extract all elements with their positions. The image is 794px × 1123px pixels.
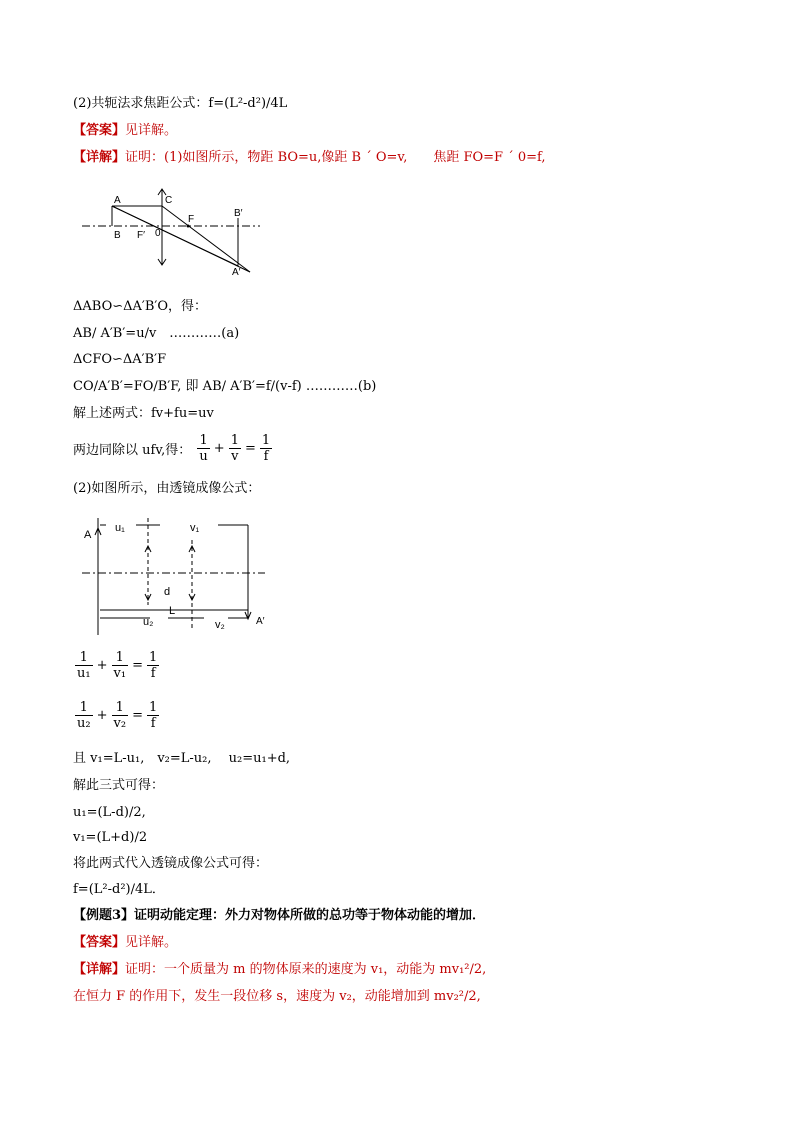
answer-text: 见详解。 [125, 123, 178, 138]
label-O: 0 [155, 228, 161, 239]
label-d: d [164, 586, 171, 598]
detail2-line-2: 在恒力 F 的作用下，发生一段位移 s，速度为 v₂，动能增加到 mv₂²/2, [73, 989, 481, 1004]
lens-equation-2: $\frac{1}{\text{u₂}}$ + $\frac{1}{\text{v₂}}$ = $\frac{1}{f}$ [77, 700, 158, 731]
label-A2: A [84, 529, 92, 541]
label-B-prime: B′ [234, 208, 243, 219]
similar-triangles-1: ΔABO∽ΔA′B′O，得： [73, 299, 208, 314]
fraction-1-over-u: $\frac{1}{u}$ [199, 433, 208, 464]
label-C: C [165, 195, 173, 206]
label-u2: u₂ [143, 616, 154, 628]
lens-diagram-2 [80, 510, 280, 638]
equation-b: CO/A′B′=FO/B′F, 即 AB/ A′B′=f/(v-f) …………(b) [73, 379, 377, 394]
example3-line [73, 907, 485, 925]
relations-line: 且 v₁=L-u₁, v₂=L-u₂, u₂=u₁+d, [73, 751, 291, 766]
example3-tag: 【例题3】 [73, 908, 135, 923]
fraction-1-over-f: $\frac{1}{f}$ [261, 433, 271, 464]
example3-text: 证明动能定理：外力对物体所做的总功等于物体动能的增加． [134, 908, 486, 923]
equation-a: AB/ A′B′=u/v …………(a) [73, 326, 240, 341]
label-A-prime: A′ [232, 267, 241, 278]
label-v2: v₂ [215, 619, 225, 631]
label-F-prime: F′ [137, 230, 145, 241]
label-u1: u₁ [115, 522, 125, 534]
similar-triangles-2: ΔCFO∽ΔA′B′F [73, 352, 167, 367]
answer-tag: 【答案】 [73, 123, 126, 138]
label-B: B [114, 230, 121, 241]
solve3-line: 解此三式可得： [73, 778, 165, 793]
divide-text: 两边同除以 ufv,得： [73, 443, 192, 458]
part2-line: (2)如图所示，由透镜成像公式： [73, 481, 261, 496]
final-result: f=(L²-d²)/4L． [73, 882, 165, 897]
label-v1: v₁ [190, 522, 200, 534]
fraction-1-over-v: $\frac{1}{v}$ [230, 433, 239, 464]
u1-result: u₁=(L-d)/2, [73, 805, 146, 820]
label-A: A [114, 195, 121, 206]
line-formula-title: (2)共轭法求焦距公式：f=(L²-d²)/4L [73, 96, 288, 111]
divide-line: 两边同除以 ufv,得： $\frac{1}{u}$ + $\frac{1}{v}$ = $\frac{1}{f}$ [73, 433, 271, 464]
proof-text: 证明：(1)如图所示，物距 BO=u,像距 B ´ O=v, 焦距 FO=F ´ 0=f, [125, 150, 546, 165]
label-F: F [188, 214, 195, 225]
v1-result: v₁=(L+d)/2 [73, 830, 148, 845]
label-A-prime-2: A′ [256, 616, 265, 627]
detail2-line: 【详解】证明：一个质量为 m 的物体原来的速度为 v₁，动能为 mv₁²/2, [73, 962, 487, 977]
substitute-line: 将此两式代入透镜成像公式可得： [73, 856, 269, 871]
lens-diagram-1 [80, 186, 270, 278]
detail-line [73, 149, 545, 167]
label-L: L [169, 605, 176, 617]
answer2-line: 【答案】见详解。 [73, 935, 178, 950]
detail-tag: 【详解】 [73, 150, 126, 165]
solve-line: 解上述两式：fv+fu=uv [73, 406, 214, 421]
answer-line [73, 122, 177, 140]
lens-equation-1: $\frac{1}{\text{u₁}}$ + $\frac{1}{\text{v₁}}$ = $\frac{1}{f}$ [77, 650, 158, 681]
